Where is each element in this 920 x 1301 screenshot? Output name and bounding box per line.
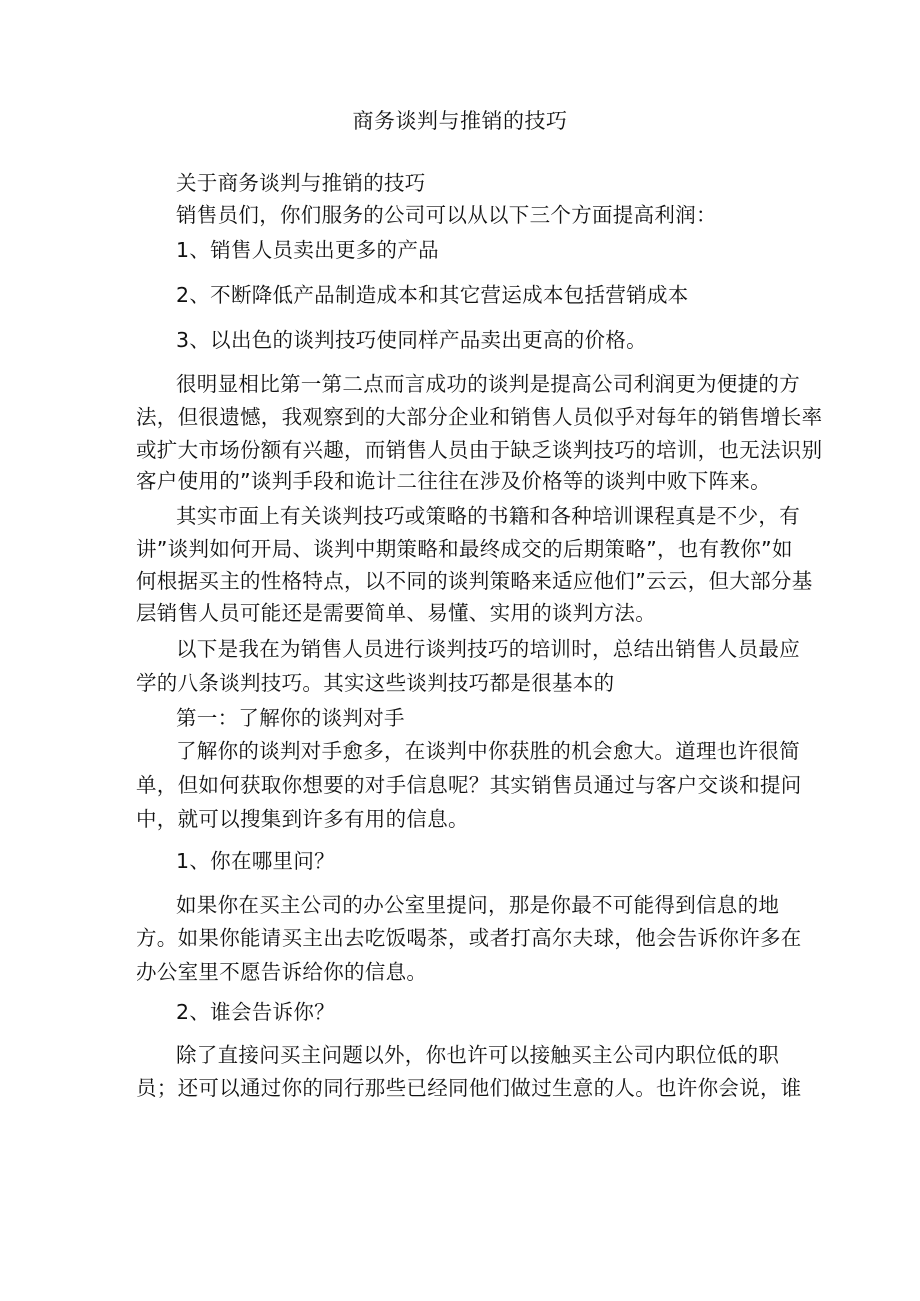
paragraph-line: 如果你在买主公司的办公室里提问，那是你最不可能得到信息的地 (176, 893, 780, 917)
paragraph-line: 关于商务谈判与推销的技巧 (176, 171, 426, 195)
list-item: 3、以出色的谈判技巧使同样产品卖出更高的价格。 (176, 328, 647, 352)
paragraph-line: 方。如果你能请买主出去吃饭喝茶，或者打高尔夫球，他会告诉你许多在 (136, 926, 802, 950)
paragraph-line: 何根据买主的性格特点，以不同的谈判策略来适应他们”云云，但大部分基 (136, 569, 813, 593)
section-heading: 第一：了解你的谈判对手 (176, 706, 405, 730)
subheading: 1、你在哪里问？ (176, 849, 335, 873)
paragraph-line: 单，但如何获取你想要的对手信息呢？其实销售员通过与客户交谈和提问 (136, 773, 802, 797)
paragraph-line: 讲”谈判如何开局、谈判中期策略和最终成交的后期策略”，也有教你”如 (136, 537, 793, 561)
list-item: 2、不断降低产品制造成本和其它营运成本包括营销成本 (176, 283, 689, 307)
paragraph-line: 以下是我在为销售人员进行谈判技巧的培训时，总结出销售人员最应 (176, 637, 800, 661)
paragraph-line: 很明显相比第一第二点而言成功的谈判是提高公司利润更为便捷的方 (176, 372, 800, 396)
paragraph-line: 除了直接问买主问题以外，你也许可以接触买主公司内职位低的职 (176, 1043, 780, 1067)
paragraph-line: 学的八条谈判技巧。其实这些谈判技巧都是很基本的 (136, 671, 615, 695)
paragraph-line: 员；还可以通过你的同行那些已经同他们做过生意的人。也许你会说，谁 (136, 1076, 802, 1100)
paragraph-line: 其实市面上有关谈判技巧或策略的书籍和各种培训课程真是不少，有 (176, 504, 800, 528)
paragraph-line: 法，但很遗憾，我观察到的大部分企业和销售人员似乎对每年的销售增长率 (136, 405, 823, 429)
list-item: 1、销售人员卖出更多的产品 (176, 238, 439, 262)
paragraph-line: 客户使用的”谈判手段和诡计二往往在涉及价格等的谈判中败下阵来。 (136, 469, 771, 493)
subheading: 2、谁会告诉你？ (176, 1000, 335, 1024)
paragraph-line: 了解你的谈判对手愈多，在谈判中你获胜的机会愈大。道理也许很简 (176, 739, 800, 763)
paragraph-line: 办公室里不愿告诉给你的信息。 (136, 960, 428, 984)
paragraph-line: 或扩大市场份额有兴趣，而销售人员由于缺乏谈判技巧的培训，也无法识别 (136, 438, 823, 462)
paragraph-line: 中，就可以搜集到许多有用的信息。 (136, 807, 469, 831)
paragraph-line: 层销售人员可能还是需要简单、易懂、实用的谈判方法。 (136, 601, 656, 625)
paragraph-line: 销售员们，你们服务的公司可以从以下三个方面提高利润： (176, 203, 717, 227)
page-title: 商务谈判与推销的技巧 (352, 109, 568, 133)
